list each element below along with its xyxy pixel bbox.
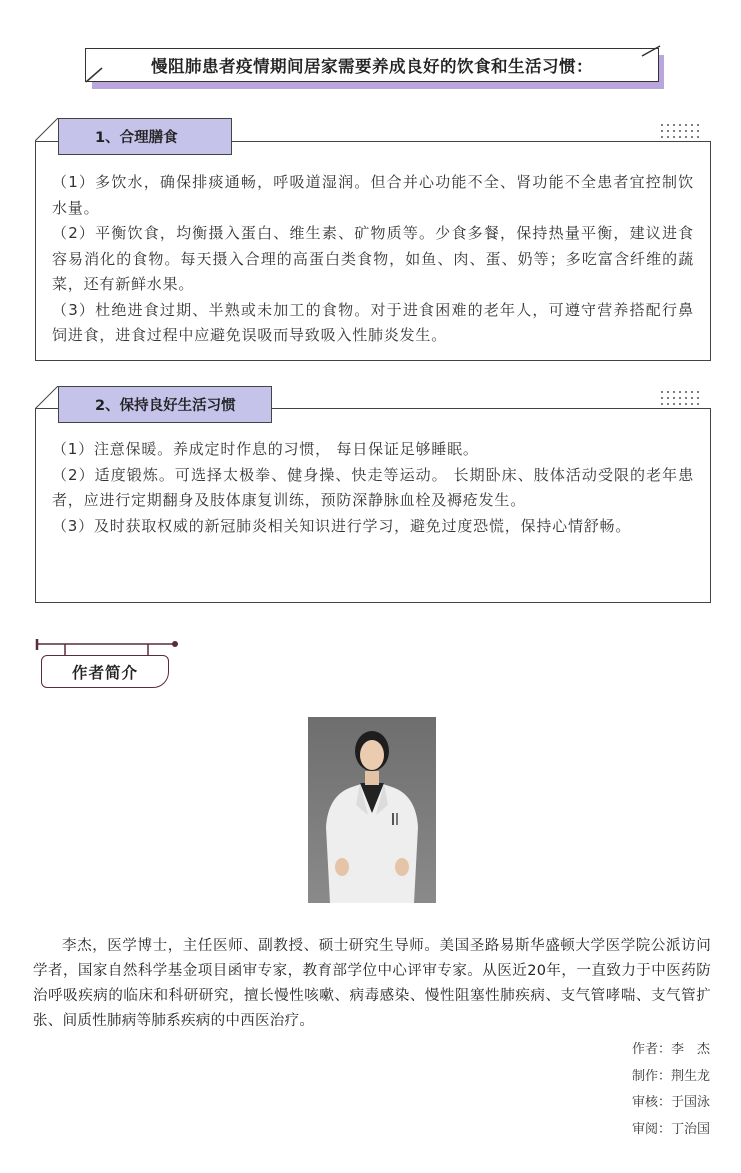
list-item: （2）适度锻炼。可选择太极拳、健身操、快走等运动。 长期卧床、肢体活动受限的老年患者，应进行定期翻身及肢体康复训练，预防深静脉血栓及褥疮发生。 (52, 465, 694, 509)
page-title: 慢阻肺患者疫情期间居家需要养成良好的饮食和生活习惯： (85, 48, 659, 82)
credit-review: 审核：于国泳 (631, 1095, 710, 1110)
credit-author: 作者：李 杰 (631, 1042, 710, 1057)
title-corner-decoration (640, 44, 664, 58)
list-item: （1）多饮水，确保排痰通畅，呼吸道湿润。但合并心功能不全、肾功能不全患者宜控制饮水量。 (52, 173, 694, 217)
credit-approval: 审阅：丁治国 (631, 1121, 710, 1137)
dots-decoration (661, 124, 700, 138)
section-heading-diet: 1、合理膳食 (58, 118, 232, 155)
list-item: （1）注意保暖。养成定时作息的习惯， 每日保证足够睡眠。 (52, 440, 479, 458)
section-content-habits (52, 437, 694, 539)
author-bio: 李杰，医学博士，主任医师、副教授、硕士研究生导师。美国圣路易斯华盛顿大学医学院公派访问学者，国家自然科学基金项目函审专家，教育部学位中心评审专家。从医近20年，一直致力于中医药防治呼吸疾病的临床和科研研究，擅长慢性咳嗽、病毒感染、慢性阻塞性肺疾病、支气管哮喘、支气管扩张、间质性肺病等肺系疾病的中西医治疗。 (33, 938, 711, 1029)
credit-production: 制作：荆生龙 (631, 1068, 710, 1084)
section-content-diet (52, 170, 694, 349)
dots-decoration (661, 391, 700, 405)
credits (632, 1037, 710, 1143)
author-photo (308, 717, 436, 903)
title-corner-decoration-left (80, 62, 104, 86)
section-heading-habits: 2、保持良好生活习惯 (58, 386, 272, 423)
author-heading: 作者简介 (41, 655, 169, 688)
list-item: （2）平衡饮食，均衡摄入蛋白、维生素、矿物质等。少食多餐，保持热量平衡，建议进食容易消化的食物。每天摄入合理的高蛋白类食物，如鱼、肉、蛋、奶等；多吃富含纤维的蔬菜，还有新鲜水果。 (52, 224, 694, 293)
list-item: （3）杜绝进食过期、半熟或未加工的食物。对于进食困难的老年人，可遵守营养搭配行鼻饲进食，进食过程中应避免误吸而导致吸入性肺炎发生。 (52, 300, 694, 344)
list-item: （3）及时获取权威的新冠肺炎相关知识进行学习，避免过度恐慌，保持心情舒畅。 (52, 516, 632, 535)
